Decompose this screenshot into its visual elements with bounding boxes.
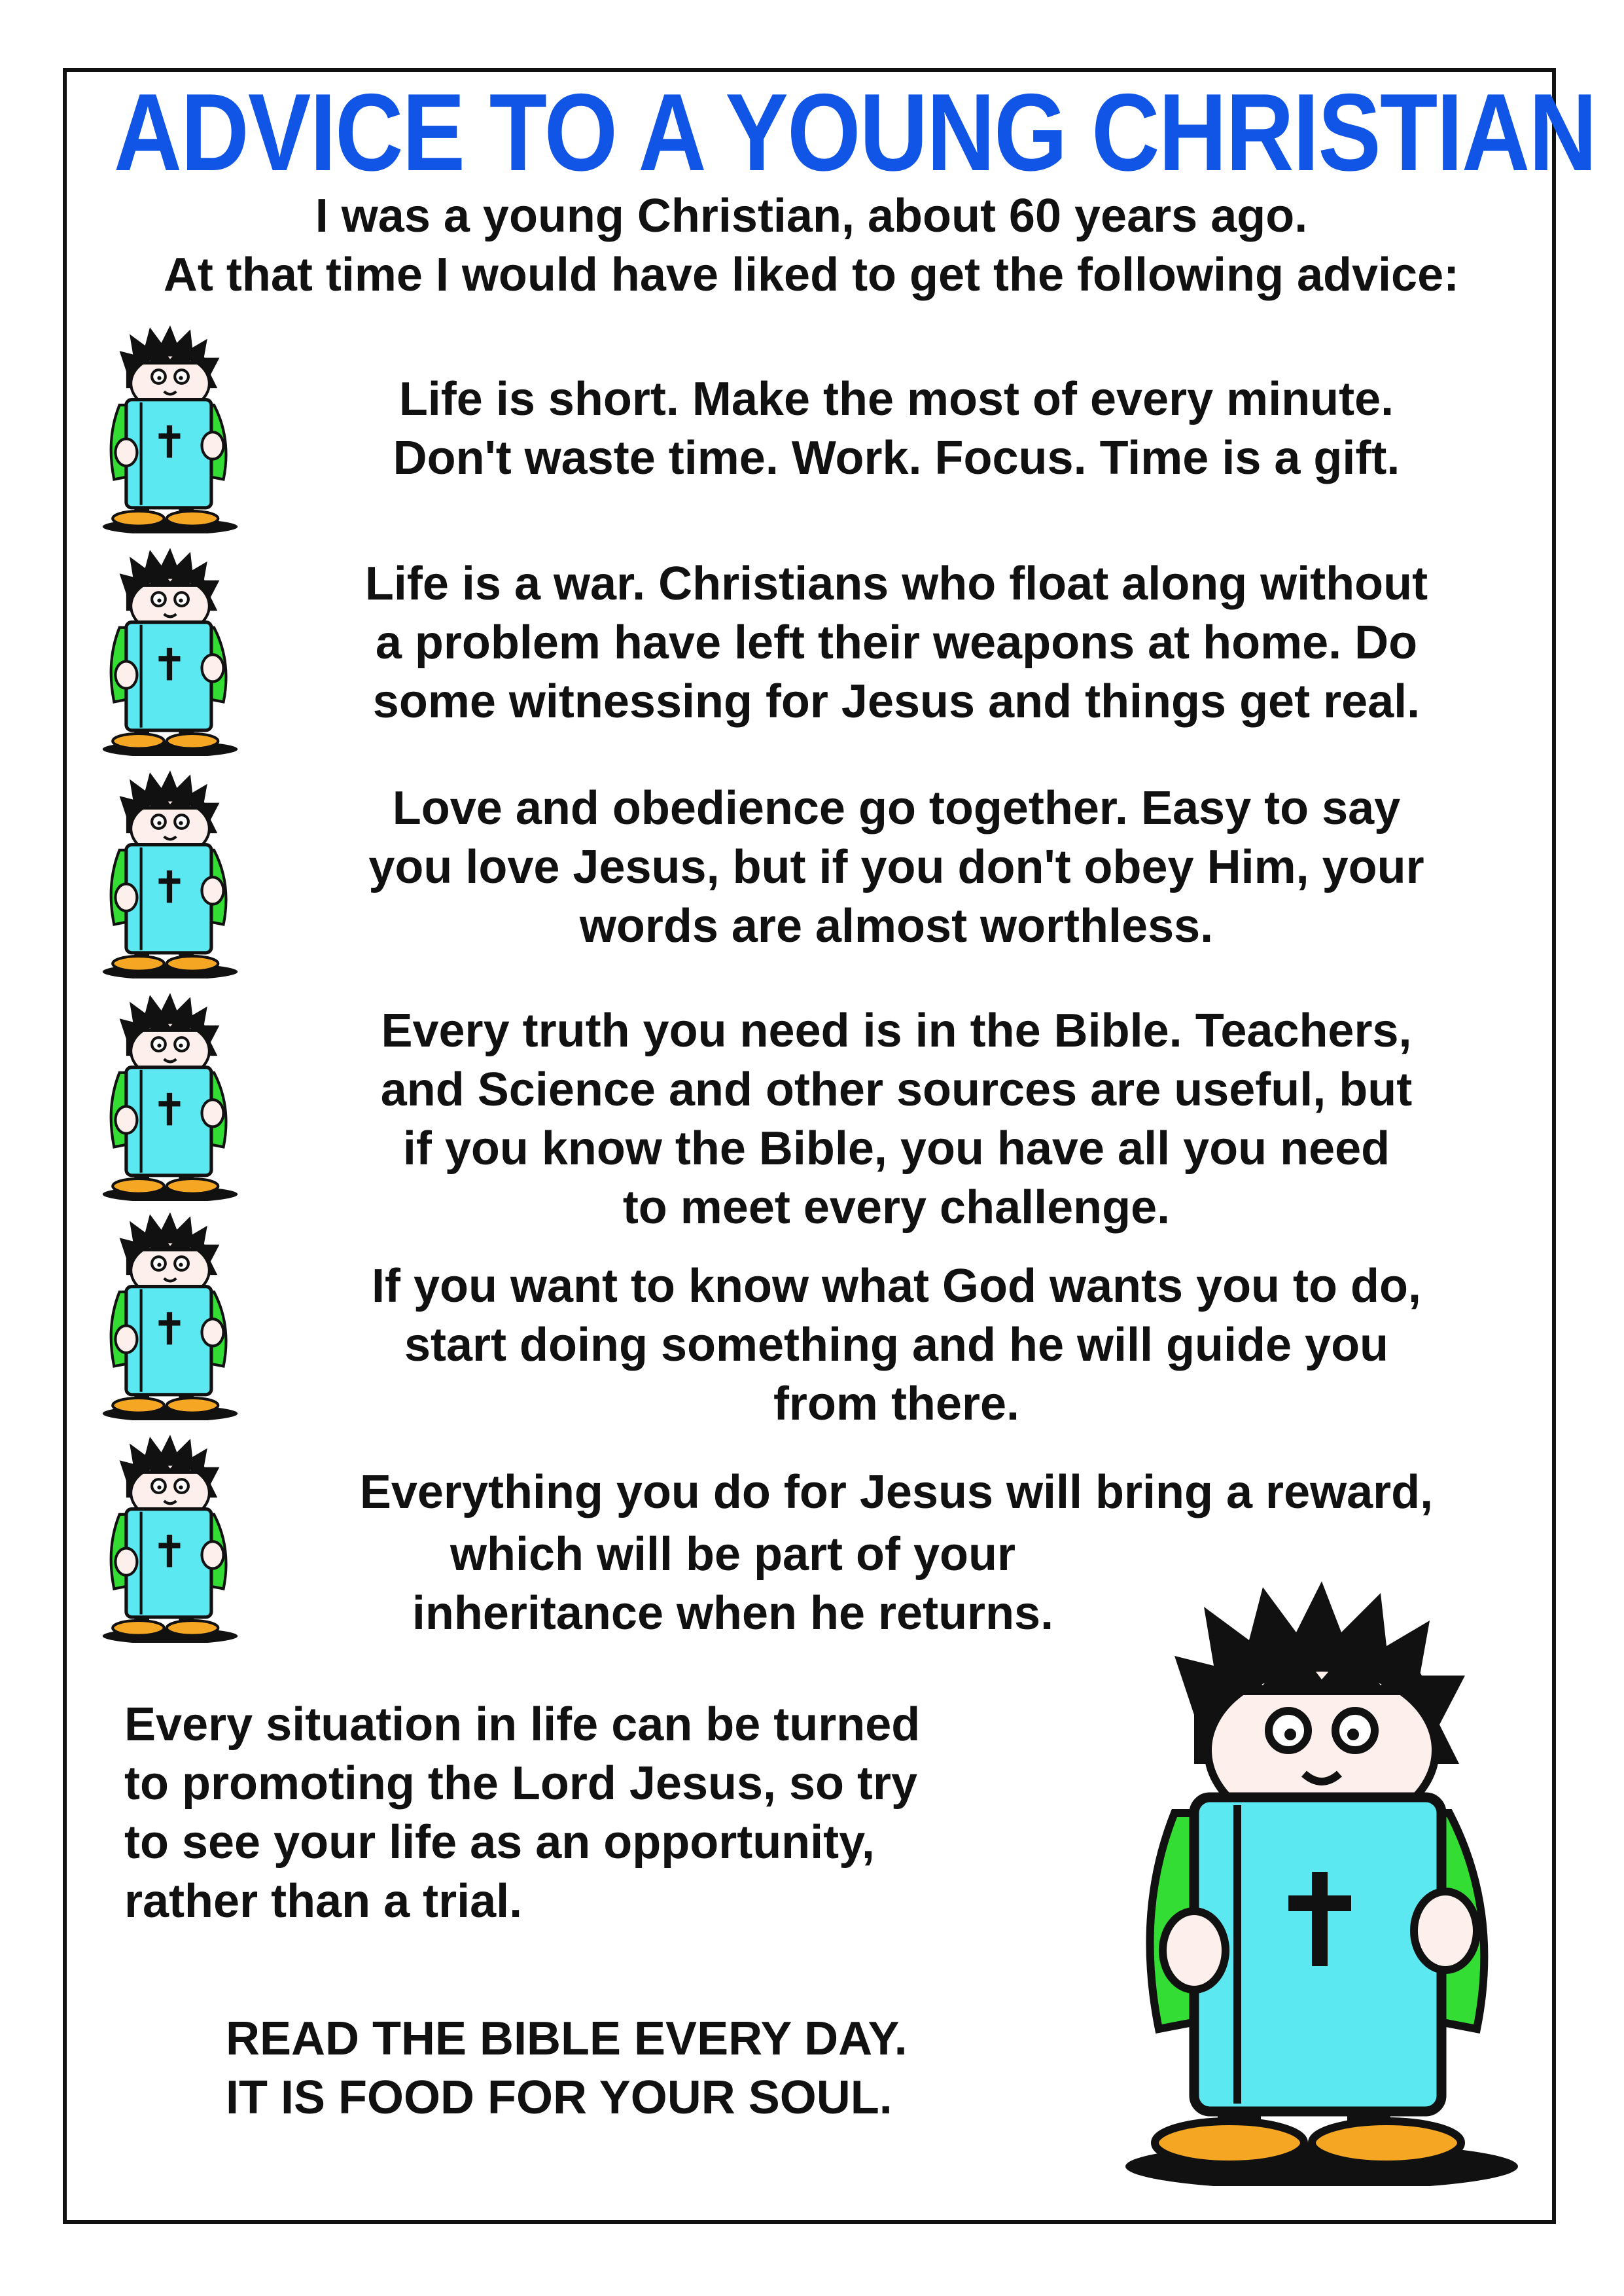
boy-holding-bible-icon <box>98 769 242 978</box>
advice-1: Life is short. Make the most of every minute. Don't waste time. Work. Focus. Time is a gift. <box>393 373 1400 484</box>
advice-2: Life is a war. Christians who float along without a problem have left their weapons at home. Do some witnessing for Jesus and things get real. <box>364 558 1428 728</box>
advice-6-line-1: Everything you do for Jesus will bring a reward, <box>359 1466 1434 1518</box>
advice-3: Love and obedience go together. Easy to say you love Jesus, but if you don't obey Him, your words are almost worthless. <box>368 782 1424 952</box>
advice-5: If you want to know what God wants you to do, start doing something and he will guide you from there. <box>372 1260 1421 1430</box>
intro-text: I was a young Christian, about 60 years ago. At that time I would have liked to get the following advice: <box>163 190 1460 301</box>
large-boy-holding-bible-icon <box>1106 1577 1538 2186</box>
boy-holding-bible-icon <box>98 1433 242 1643</box>
situation-text: Every situation in life can be turned to promoting the Lord Jesus, so try to see your life as an opportunity, rather than a trial. <box>124 1698 921 1928</box>
boy-holding-bible-icon <box>98 547 242 756</box>
advice-6-line-2: which will be part of your inheritance when he returns. <box>412 1528 1054 1640</box>
boy-holding-bible-icon <box>98 1211 242 1420</box>
page-title: ADVICE TO A YOUNG CHRISTIAN <box>113 71 1597 194</box>
boy-holding-bible-icon <box>98 324 242 533</box>
advice-4: Every truth you need is in the Bible. Teachers, and Science and other sources are useful, but if you know the Bible, you have all you need to meet every challenge. <box>380 1005 1413 1234</box>
boy-holding-bible-icon <box>98 992 242 1201</box>
closing-text: READ THE BIBLE EVERY DAY. IT IS FOOD FOR YOUR SOUL. <box>226 2013 908 2124</box>
